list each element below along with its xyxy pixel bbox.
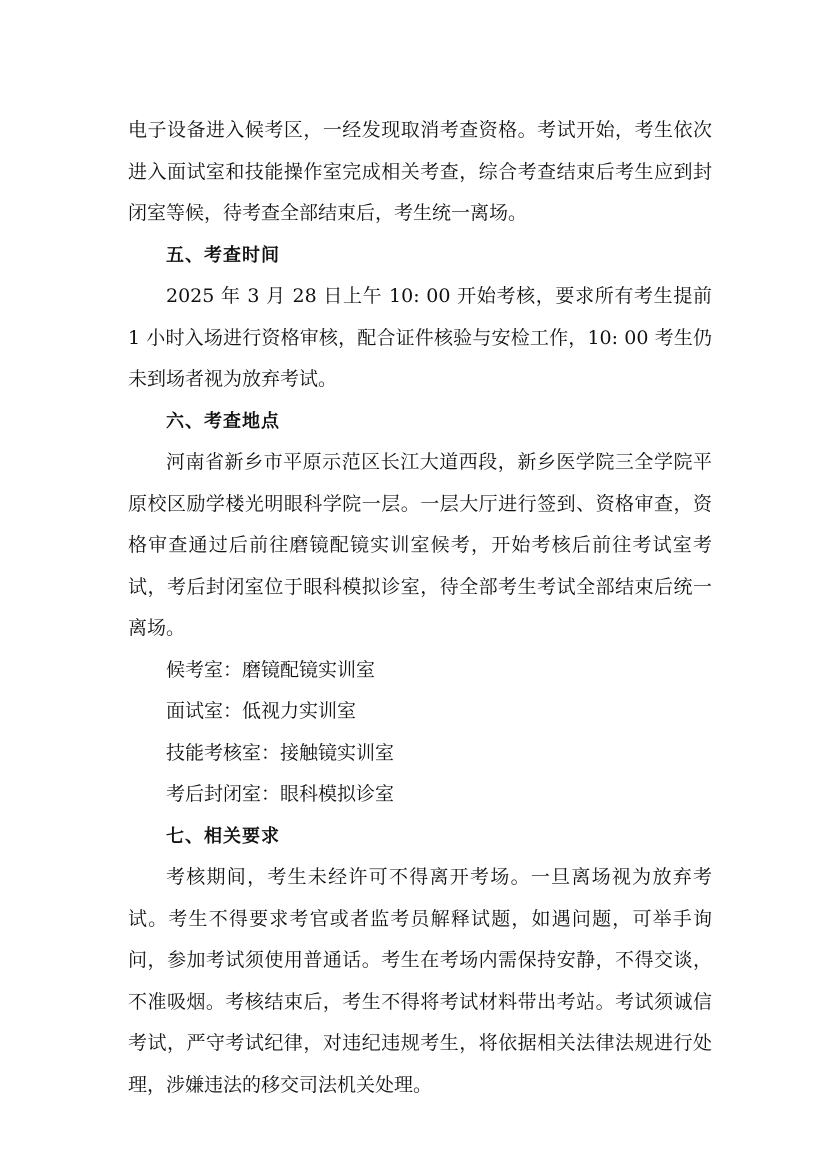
section-heading-location: 六、考查地点	[166, 410, 280, 432]
room-interview: 面试室：低视力实训室	[166, 700, 357, 722]
paragraph-exam-time: 2025 年 3 月 28 日上午 10: 00 开始考核，要求所有考生提前 1 小时入场进行资格审核，配合证件核验与安检工作，10: 00 考生仍未到场者视为放弃考试。	[128, 285, 712, 390]
paragraph-continuation: 电子设备进入候考区，一经发现取消考查资格。考试开始，考生依次进入面试室和技能操作室完成相关考查，综合考查结束后考生应到封闭室等候，待考查全部结束后，考生统一离场。	[128, 119, 712, 224]
paragraph-exam-location: 河南省新乡市平原示范区长江大道西段，新乡医学院三全学院平原校区励学楼光明眼科学院一层。一层大厅进行签到、资格审查，资格审查通过后前往磨镜配镜实训室候考，开始考核后前往考试室考试，考后封闭室位于眼科模拟诊室，待全部考生考试全部结束后统一离场。	[128, 451, 712, 639]
room-waiting: 候考室：磨镜配镜实训室	[166, 658, 376, 681]
document-body	[128, 110, 712, 1106]
section-heading-requirements: 七、相关要求	[166, 825, 280, 847]
room-closed: 考后封闭室：眼科模拟诊室	[166, 783, 395, 805]
room-skills: 技能考核室：接触镜实训室	[166, 741, 395, 764]
paragraph-requirements: 考核期间，考生未经许可不得离开考场。一旦离场视为放弃考试。考生不得要求考官或者监考员解释试题，如遇问题，可举手询问，参加考试须使用普通话。考生在考场内需保持安静，不得交谈，不准吸烟。考核结束后，考生不得将考试材料带出考站。考试须诚信考试，严守考试纪律，对违纪违规考生，将依据相关法律法规进行处理，涉嫌违法的移交司法机关处理。	[128, 866, 712, 1096]
section-heading-time: 五、考查时间	[166, 244, 280, 266]
